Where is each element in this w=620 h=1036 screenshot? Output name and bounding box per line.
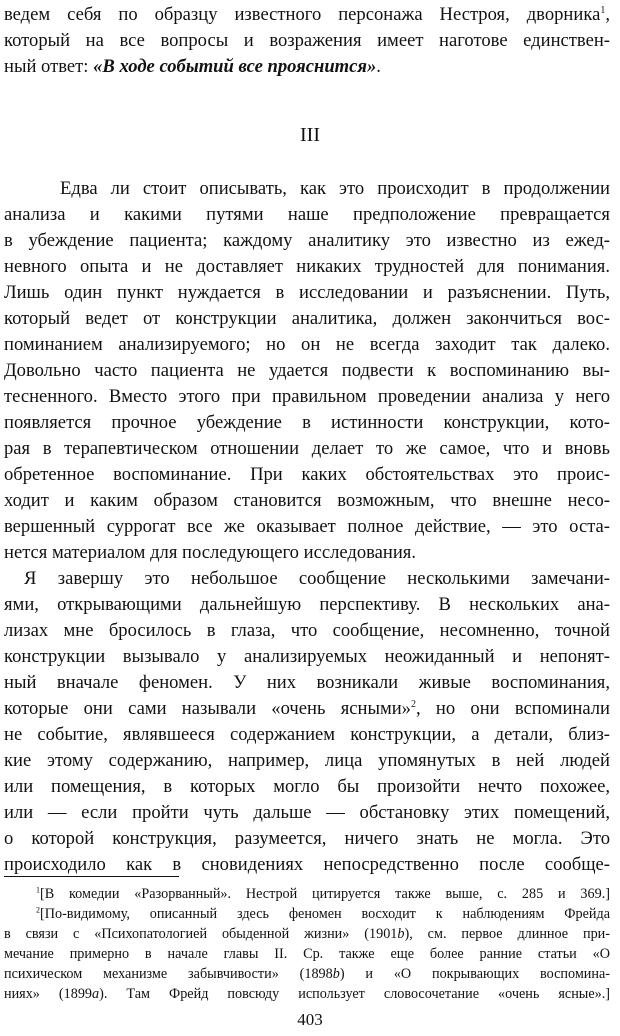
text-line: о которой конструкция, разумеется, ничего знать не могла. Это xyxy=(4,828,610,849)
footnote-1: $^1$[В комедии «Разорванный». Нестрой цитируется также выше, с. 285 и 369.] xyxy=(36,885,610,902)
text-line: который на все вопросы и возражения имеет наготове единствен- xyxy=(4,30,610,51)
text-line: не событие, являвшееся содержанием конструкции, а детали, близ- xyxy=(4,724,610,745)
footnote-ref: 1 xyxy=(600,4,606,16)
text-line: Довольно часто пациента не удается подвести к воспоминанию вы- xyxy=(4,360,610,381)
text-line: нется материалом для последующего исследования. xyxy=(4,542,417,563)
text-line: который ведет от конструкции аналитика, должен закончиться вос- xyxy=(4,308,610,329)
footnote-ref: 2 xyxy=(410,698,416,710)
text-line: лизах мне бросилось в глаза, что сообщение, несомненно, точной xyxy=(4,620,610,641)
text-line: кие этому содержанию, например, лица упомянутых в ней людей xyxy=(4,750,610,771)
text-line: рая в терапевтическом отношении делает то же самое, что и вновь xyxy=(4,438,610,459)
text-line: конструкции вызывало у анализируемых неожиданный и непонят- xyxy=(4,646,610,667)
footnote-line: ниях» (1899a). Там Фрейд повсюду использует словосочетание «очень ясные».] xyxy=(4,986,610,1002)
text-line: появляется прочное убеждение в истинности конструкции, кото- xyxy=(4,412,610,433)
text-line: ный вначале феномен. У них возникали живые воспоминания, xyxy=(4,672,610,693)
text-line: ный ответ: «В ходе событий все прояснится». xyxy=(4,56,381,77)
text-line: Я завершу это небольшое сообщение несколькими замечани- xyxy=(24,568,610,589)
text-line: ведем себя по образцу известного персонажа Нестроя, дворника$^1$, xyxy=(4,4,610,25)
text-line: Лишь один пункт нуждается в исследовании и разъяснении. Путь, xyxy=(4,282,610,303)
page-number: 403 xyxy=(297,1010,323,1029)
footnote-2: $^2$[По-видимому, описанный здесь феномен восходит к наблюдениям Фрейда xyxy=(36,905,610,922)
section-heading: III xyxy=(300,124,320,146)
text-line: невного опыта и не доставляет никаких трудностей для понимания. xyxy=(4,256,610,277)
footnote-divider xyxy=(4,876,179,877)
footnote-line: психическом механизме забывчивости» (1898b) и «О покрывающих воспомина- xyxy=(4,966,610,982)
italic-quote: «В ходе событий все прояснится» xyxy=(93,56,377,77)
text-line: в убеждение пациента; каждому аналитику это известно из ежед- xyxy=(4,230,610,251)
text-line: ями, открывающими дальнейшую перспективу. В нескольких ана- xyxy=(4,594,610,615)
footnote-line: в связи с «Психопатологией обыденной жизни» (1901b), см. первое длинное при- xyxy=(4,926,610,942)
text-line: тесненного. Вместо этого при правильном проведении анализа у него xyxy=(4,386,610,407)
text-line: поминанием анализируемого; но он не всегда заходит так далеко. xyxy=(4,334,610,355)
text-line: анализа и какими путями наше предположение превращается xyxy=(4,204,610,225)
text-line: которые они сами называли «очень ясными»$^2$, но они вспоминали xyxy=(4,698,610,719)
text-line: ходит и каким образом становится возможным, что внешне несо- xyxy=(4,490,610,511)
footnote-line: мечание примерно в начале главы II. Ср. также еще более ранние статьи «О xyxy=(4,946,610,962)
text-line: Едва ли стоит описывать, как это происходит в продолжении xyxy=(60,178,610,199)
text-line: или — если пройти чуть дальше — обстановку этих помещений, xyxy=(4,802,610,823)
text-line: или помещения, в которых могло бы произойти нечто похожее, xyxy=(4,776,610,797)
text-line: вершенный суррогат все же оказывает полное действие, — это оста- xyxy=(4,516,610,537)
text-line: происходило как в сновидениях непосредственно после сообще- xyxy=(4,854,610,875)
text-line: обретенное воспоминание. При каких обстоятельствах это проис- xyxy=(4,464,610,485)
